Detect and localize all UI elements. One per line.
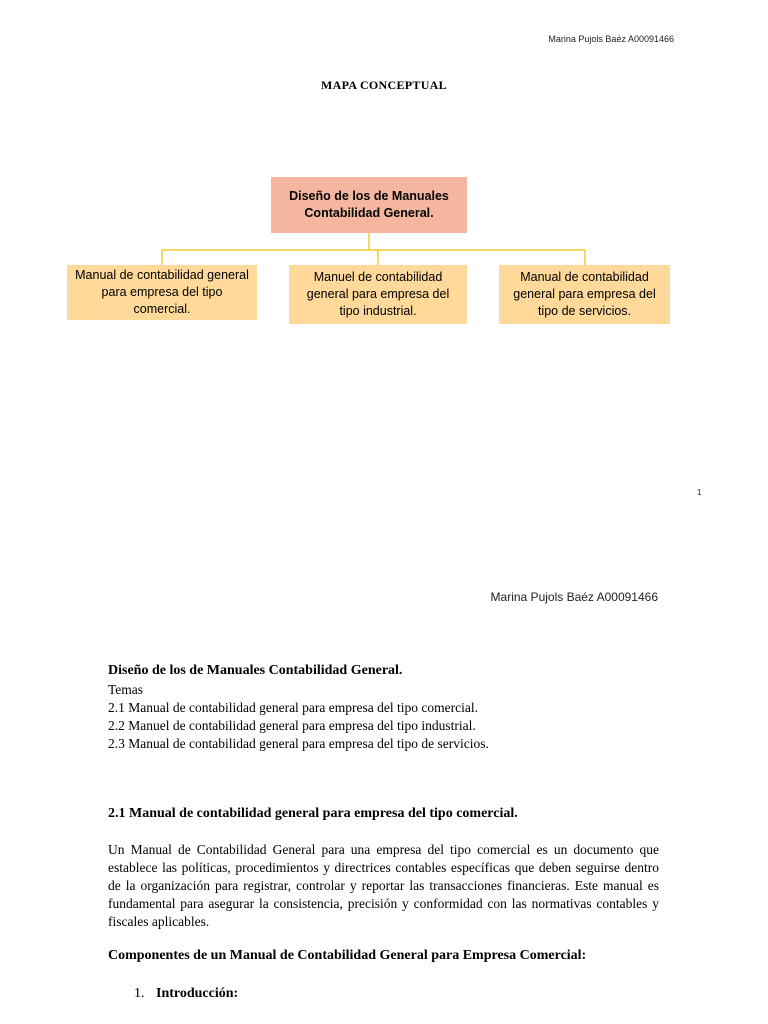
concept-map-node-comercial: Manual de contabilidad general para empresa del tipo comercial. xyxy=(67,265,257,320)
page-number: 1 xyxy=(697,488,702,497)
topic-item: 2.1 Manual de contabilidad general para empresa del tipo comercial. xyxy=(108,700,478,715)
document-heading: Diseño de los de Manuales Contabilidad General. xyxy=(108,663,403,678)
topic-item: 2.2 Manuel de contabilidad general para empresa del tipo industrial. xyxy=(108,718,476,733)
topic-item: 2.3 Manual de contabilidad general para empresa del tipo de servicios. xyxy=(108,736,489,751)
topics-list xyxy=(108,681,489,753)
page-header-author: Marina Pujols Baéz A00091466 xyxy=(548,34,674,44)
section-paragraph: Un Manual de Contabilidad General para una empresa del tipo comercial es un documento que establece las políticas, procedimientos y directrices contables específicas que deben seguirse dentro de la organización para registrar, controlar y reportar las transacciones financieras. Este manual es fundamental para asegurar la consistencia, precisión y conformidad con las normativas contables y fiscales aplicables. xyxy=(108,842,659,929)
list-item-text: Introducción: xyxy=(156,986,239,1001)
concept-map-title: MAPA CONCEPTUAL xyxy=(321,78,447,92)
page2-header-author: Marina Pujols Baéz A00091466 xyxy=(490,590,658,604)
concept-map-root-node: Diseño de los de Manuales Contabilidad General. xyxy=(271,177,467,233)
concept-map-node-industrial: Manuel de contabilidad general para empresa del tipo industrial. xyxy=(289,265,467,324)
list-item xyxy=(134,986,238,1002)
topics-label: Temas xyxy=(108,682,144,697)
list-item-number: 1. xyxy=(134,986,145,1001)
section-title: 2.1 Manual de contabilidad general para empresa del tipo comercial. xyxy=(108,806,518,821)
components-heading: Componentes de un Manual de Contabilidad General para Empresa Comercial: xyxy=(108,948,587,963)
concept-map-node-servicios: Manual de contabilidad general para empresa del tipo de servicios. xyxy=(499,265,670,324)
